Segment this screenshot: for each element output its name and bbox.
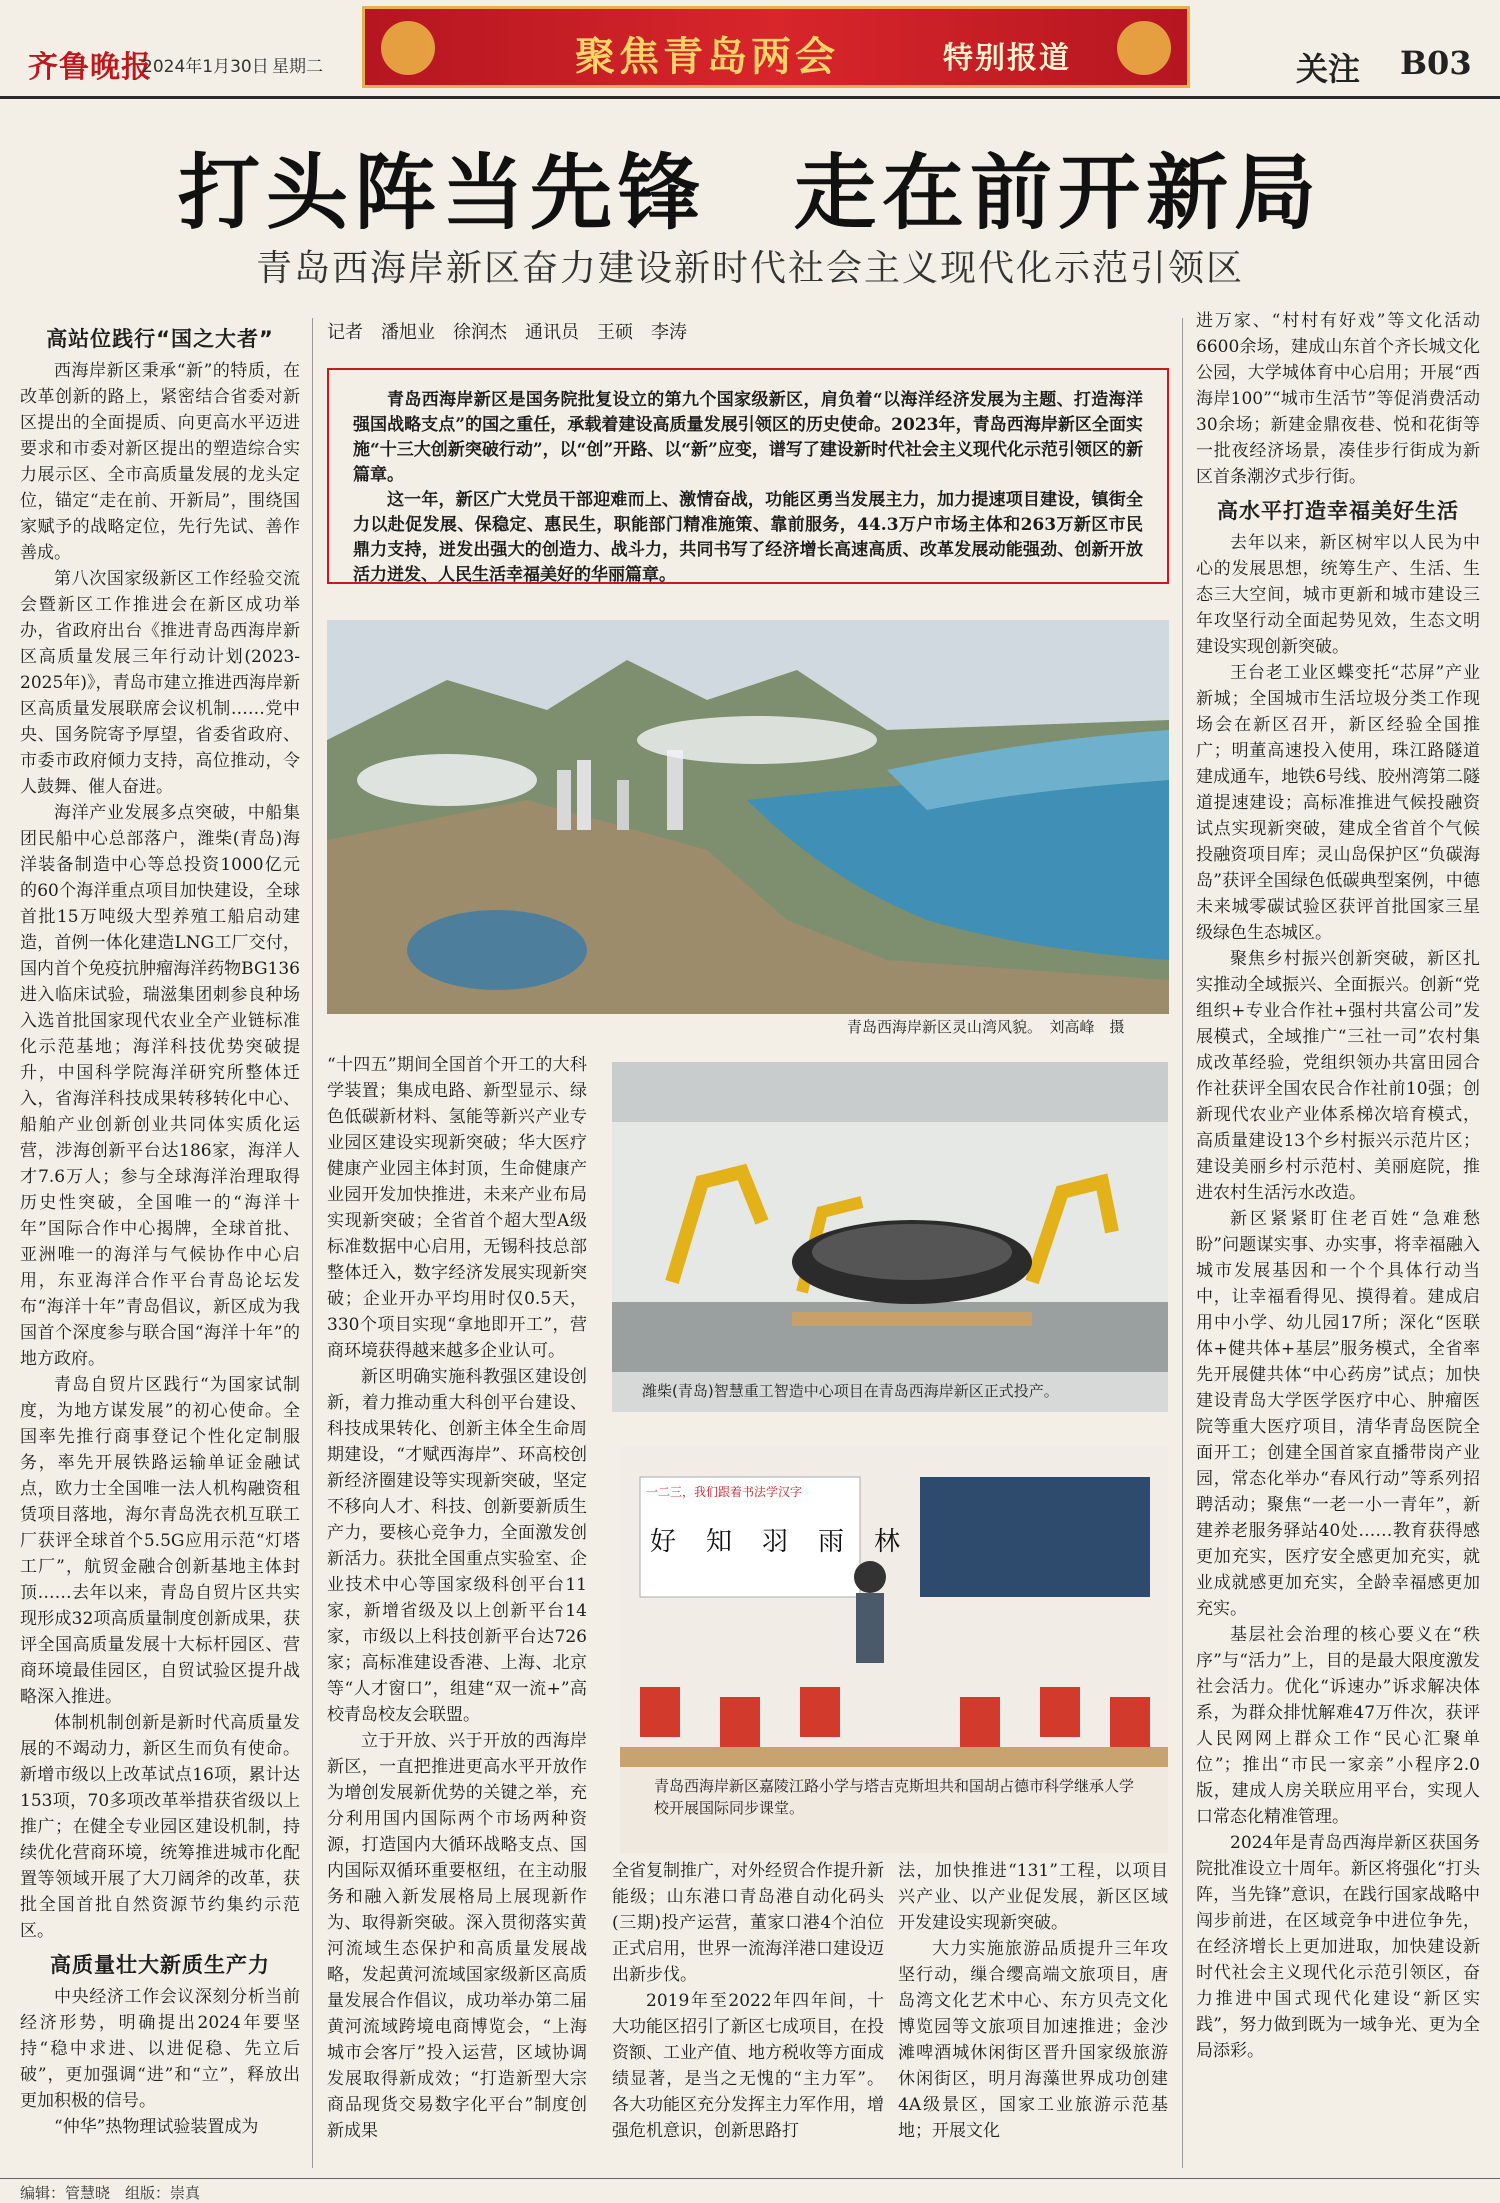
column-divider (312, 318, 313, 2168)
column-divider (1182, 318, 1183, 2168)
editor-credit: 编辑：管慧晓 组版：崇真 (20, 2184, 201, 2202)
page-number: B03 (1400, 44, 1472, 82)
factory-image (612, 1062, 1168, 1372)
paragraph: “十四五”期间全国首个开工的大科学装置；集成电路、新型显示、绿色低碳新材料、氢能等新兴产业专业园区建设实现新突破；华大医疗健康产业园主体封顶，生命健康产业园开发加快推进，未来产业布局实现新突破；全省首个超大型A级标准数据中心启用，无锡科技总部整体迁入，数字经济发展实现新突破；企业开办平均用时仅0.5天，330个项目实现“拿地即开工”，营商环境获得越来越多企业认可。 (327, 1055, 587, 1361)
paragraph: 中央经济工作会议深刻分析当前经济形势，明确提出2024年要坚持“稳中求进、以进促稳、先立后破”，更加强调“进”和“立”，释放出更加积极的信号。 (20, 1987, 300, 2111)
special-report-banner (362, 6, 1190, 88)
banner-title: 聚焦青岛两会 (575, 33, 839, 80)
classroom-photo (620, 1447, 1168, 1853)
section-heading: 高质量壮大新质生产力 (50, 1953, 270, 1977)
byline: 记者 潘旭业 徐润杰 通讯员 王硕 李涛 (327, 322, 687, 343)
paragraph: “仲华”热物理试验装置成为 (54, 2117, 259, 2137)
paragraph: 大力实施旅游品质提升三年攻坚行动，缫合缨高端文旅项目，唐岛湾文化艺术中心、东方贝壳文化博览园等文旅项目加速推进；金沙滩啤酒城休闲街区晋升国家级旅游休闲街区，明月海藻世界成功创建4A级景区，国家工业旅游示范基地；开展文化 (898, 1939, 1168, 2141)
paragraph: 立于开放、兴于开放的西海岸新区，一直把推进更高水平开放作为增创发展新优势的关键之举，充分利用国内国际两个市场两种资源，打造国内大循环战略支点、国内国际双循环重要枢纽，在主动服务和融入新发展格局上展现新作为、取得新突破。深入贯彻落实黄河流域生态保护和高质量发展战略，发起黄河流域国家级新区高质量发展合作倡议，成功举办第二届黄河流域跨境电商博览会，“上海城市会客厅”投入运营，区域协调发展取得新成效；“打造新型大宗商品现货交易数字化平台”制度创新成果 (327, 1731, 587, 2141)
section-heading: 高水平打造幸福美好生活 (1217, 499, 1459, 523)
header-divider (0, 96, 1500, 99)
screen-title: 一二三，我们跟着书法学汉字 (646, 1485, 803, 1499)
article-column-1 (20, 318, 300, 2140)
paragraph: 全省复制推广，对外经贸合作提升新能级；山东港口青岛港自动化码头(三期)投产运营，董家口港4个泊位正式启用，世界一流海洋港口建设迈出新步伐。 (612, 1861, 884, 1985)
paragraph: 2019年至2022年四年间，十大功能区招引了新区七成项目，在投资额、工业产值、地方税收等方面成绩显著，是当之无愧的“主力军”。各大功能区充分发挥主力军作用，增强危机意识，创新思路打 (612, 1991, 884, 2141)
article-column-4 (898, 1858, 1168, 2144)
lead-summary-box (327, 368, 1169, 584)
paragraph: 聚焦乡村振兴创新突破，新区扎实推动全域振兴、全面振兴。创新“党组织+专业合作社+强村共富公司”发展模式，全域推广“三社一司”农村集成改革经验，党组织领办共富田园合作社获评全国农民合作社前10强；创新现代农业产业体系梯次培育模式，高质量建设13个乡村振兴示范片区；建设美丽乡村示范村、美丽庭院，推进农村生活污水改造。 (1196, 949, 1480, 1203)
coastline-photo (327, 620, 1169, 1040)
article-column-2 (327, 1052, 587, 2144)
section-label: 关注 (1296, 50, 1361, 88)
paragraph: 海洋产业发展多点突破，中船集团民船中心总部落户，潍柴(青岛)海洋装备制造中心等总投资1000亿元的60个海洋重点项目加快建设，全球首批15万吨级大型养殖工船启动建造，首例一体化建造LNG工厂交付，国内首个免疫抗肿瘤海洋药物BG136进入临床试验，瑞滋集团刺参良种场入选首批国家现代农业全产业链标准化示范基地；海洋科技优势突破提升，中国科学院海洋研究所整体迁入，省海洋科技成果转移转化中心、船舶产业创新创业共同体实质化运营，涉海创新平台达186家，海洋人才7.6万人；参与全球海洋治理取得历史性突破，全国唯一的“海洋十年”国际合作中心揭牌，全球首批、亚洲唯一的海洋与气候协作中心启用，东亚海洋合作平台青岛论坛发布“海洋十年”青岛倡议，新区成为我国首个深度参与联合国“海洋十年”的地方政府。 (20, 803, 300, 1369)
banner-subtitle: 特别报道 (943, 41, 1071, 76)
paragraph: 新区紧紧盯住老百姓“急难愁盼”问题谋实事、办实事，将幸福融入城市发展基因和一个个具体行动当中，让幸福看得见、摸得着。建成启用中小学、幼儿园17所；深化“医联体+健共体+基层”服务模式，全省率先开展健共体“中心药房”试点；加快建设青岛大学医学医疗中心、肿瘤医院等重大医疗项目，清华青岛医院全面开工；创建全国首家直播带岗产业园，常态化举办“春风行动”等系列招聘活动；聚焦“一老一小一青年”，新建养老服务驿站40处……教育获得感更加充实，医疗安全感更加充实，就业成就感更加充实，全龄幸福感更加充实。 (1196, 1209, 1480, 1619)
lantern-icon (381, 21, 435, 75)
lead-paragraph: 这一年，新区广大党员干部迎难而上、激情奋战，功能区勇当发展主力，加力提速项目建设，镇街全力以赴促发展、保稳定、惠民生，职能部门精准施策、靠前服务，44.3万户市场主体和263万新区市民鼎力支持，迸发出强大的创造力、战斗力，共同书写了经济增长高速高质、改革发展动能强劲、创新开放活力迸发、人民生活幸福美好的华丽篇章。 (353, 490, 1143, 585)
lantern-icon (1117, 21, 1171, 75)
lead-paragraph: 青岛西海岸新区是国务院批复设立的第九个国家级新区，肩负着“以海洋经济发展为主题、打造海洋强国战略支点”的国之重任，承载着建设高质量发展引领区的历史使命。2023年，青岛西海岸新区全面实施“十三大创新突破行动”，以“创”开路、以“新”应变，谱写了建设新时代社会主义现代化示范引领区的新篇章。 (353, 390, 1143, 485)
paragraph: 进万家、“村村有好戏”等文化活动6600余场，建成山东首个齐长城文化公园，大学城体育中心启用；开展“西海岸100”“城市生活节”等促消费活动30余场；新建金鼎夜巷、悦和花街等一批夜经济场景，凑佳步行街成为新区首条潮汐式步行街。 (1196, 311, 1480, 487)
photo-caption: 青岛西海岸新区灵山湾风貌。 刘高峰 摄 (847, 1018, 1125, 1036)
photo-caption: 潍柴(青岛)智慧重工智造中心项目在青岛西海岸新区正式投产。 (642, 1382, 1059, 1400)
factory-photo (612, 1062, 1168, 1412)
sub-headline: 青岛西海岸新区奋力建设新时代社会主义现代化示范引领区 (255, 248, 1244, 289)
paragraph: 基层社会治理的核心要义在“秩序”与“活力”上，目的是最大限度激发社会活力。优化“诉速办”诉求解决体系，为群众排忧解难47万件次，获评人民网网上群众工作“民心汇聚单位”；推出“市民一家亲”小程序2.0版，建成人房关联应用平台，实现人口常态化精准管理。 (1196, 1625, 1480, 1827)
footer-divider (0, 2178, 1500, 2179)
main-headline: 打头阵当先锋 走在前开新局 (177, 145, 1322, 241)
paragraph: 第八次国家级新区工作经验交流会暨新区工作推进会在新区成功举办，省政府出台《推进青岛西海岸新区高质量发展三年行动计划(2023-2025年)》，青岛市建立推进西海岸新区高质量发展联席会议机制……党中央、国务院寄予厚望，省委省政府、市委市政府倾力支持，高位推动，令人鼓舞、催人奋进。 (20, 569, 300, 797)
section-heading: 高站位践行“国之大者” (46, 327, 274, 351)
paragraph: 新区明确实施科教强区建设创新，着力推动重大科创平台建设、科技成果转化、创新主体全生命周期建设，“才赋西海岸”、环高校创新经济圈建设等实现新突破，坚定不移向人才、科技、创新要新质生产力，要核心竞争力，全面激发创新活力。获批全国重点实验室、企业技术中心等国家级科创平台11家，新增省级及以上创新平台14家，市级以上科技创新平台达726家；高标准建设香港、上海、北京等“人才窗口”，组建“双一流+”高校青岛校友会联盟。 (327, 1367, 587, 1725)
newspaper-logo: 齐鲁晚报 (28, 50, 152, 85)
paragraph: 去年以来，新区树牢以人民为中心的发展思想，统筹生产、生活、生态三大空间，城市更新和城市建设三年攻坚行动全面起势见效，生态文明建设实现创新突破。 (1196, 533, 1480, 657)
issue-date: 2024年1月30日 (142, 57, 269, 77)
paragraph: 2024年是青岛西海岸新区获国务院批准设立十周年。新区将强化“打头阵，当先锋”意识，在践行国家战略中闯步前进，在区域竞争中进位争先，在经济增长上更加进取，加快建设新时代社会主义现代化示范引领区，奋力推进中国式现代化建设“新区实践”，努力做到既为一域争光、更为全局添彩。 (1196, 1833, 1480, 2061)
issue-weekday: 星期二 (272, 57, 323, 77)
coastline-image (327, 620, 1169, 1040)
calligraphy-glyphs: 好 知 羽 雨 林 (650, 1527, 903, 1557)
paragraph: 王台老工业区蝶变托“芯屏”产业新城；全国城市生活垃圾分类工作现场会在新区召开，新区经验全国推广；明董高速投入使用，珠江路隧道建成通车，地铁6号线、胶州湾第二隧道提速建设；高标准推进气候投融资试点实现新突破，建成全省首个气候投融资项目库；灵山岛保护区“负碳海岛”获评全国绿色低碳典型案例，中德未来城零碳试验区获评首批国家三星级绿色生态城区。 (1196, 663, 1480, 943)
paragraph: 西海岸新区秉承“新”的特质，在改革创新的路上，紧密结合省委对新区提出的全面提质、向更高水平迈进要求和市委对新区提出的塑造综合实力展示区、全市高质量发展的龙头定位，锚定“走在前、开新局”，围绕国家赋予的战略定位，先行先试、善作善成。 (20, 361, 300, 563)
paragraph: 法，加快推进“131”工程，以项目兴产业、以产业促发展，新区区域开发建设实现新突破。 (898, 1861, 1168, 1933)
photo-caption: 青岛西海岸新区嘉陵江路小学与塔吉克斯坦共和国胡占德市科学继承人学校开展国际同步课堂。 (654, 1777, 1135, 1817)
article-column-3 (612, 1858, 884, 2144)
paragraph: 青岛自贸片区践行“为国家试制度，为地方谋发展”的初心使命。全国率先推行商事登记个性化定制服务，率先开展铁路运输单证金融试点，欧力士全国唯一法人机构融资租赁项目落地，海尔青岛洗衣机互联工厂获评全球首个5.5G应用示范“灯塔工厂”，航贸金融合创新基地主体封顶……去年以来，青岛自贸片区共实现形成32项高质量制度创新成果，获评全国高质量发展十大标杆园区、营商环境最佳园区，自贸试验区提升战略深入推进。 (20, 1375, 300, 1707)
paragraph: 体制机制创新是新时代高质量发展的不竭动力，新区生而负有使命。新增市级以上改革试点16项，累计达153项，70多项改革举措获省级以上推广；在健全专业园区建设机制，持续优化营商环境，统筹推进城市化配置等领域开展了大刀阔斧的改革，获批全国首批自然资源节约集约示范区。 (20, 1713, 300, 1941)
article-column-5 (1196, 308, 1480, 2064)
